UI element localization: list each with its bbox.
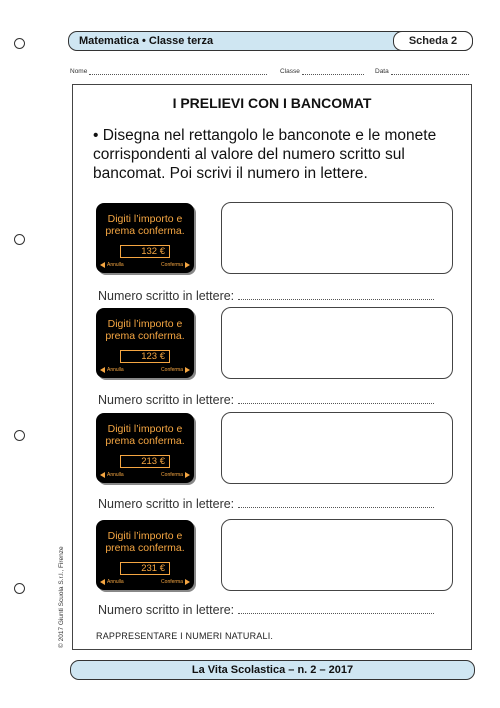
atm-cancel: Annulla	[100, 366, 124, 374]
atm-cancel: Annulla	[100, 471, 124, 479]
name-field[interactable]	[70, 68, 267, 75]
drawing-box-4[interactable]	[221, 519, 453, 591]
binder-hole-4	[14, 583, 25, 594]
footnote: RAPPRESENTARE I NUMERI NATURALI.	[96, 631, 274, 641]
arrow-left-icon	[100, 262, 105, 268]
copyright-text: © 2017 Giunti Scuola S.r.l., Firenze	[58, 546, 65, 648]
name-line	[89, 68, 267, 75]
answer-line-1[interactable]: Numero scritto in lettere:	[98, 289, 434, 303]
atm-screen-1	[96, 203, 194, 273]
atm-screen-3	[96, 413, 194, 483]
header-title: Matematica • Classe terza	[79, 35, 214, 47]
footer-bar: La Vita Scolastica – n. 2 – 2017	[70, 660, 475, 680]
class-line	[302, 68, 364, 75]
atm-amount: 213 €	[120, 455, 170, 468]
arrow-right-icon	[185, 579, 190, 585]
instruction-text: • Disegna nel rettangolo le banconote e le monete corrispondenti al valore del numero scritto sul bancomat. Poi scrivi il numero in lettere.	[93, 127, 437, 182]
date-label: Data	[375, 68, 389, 75]
atm-message: Digiti l’importo e prema conferma.	[105, 213, 185, 237]
date-line	[391, 68, 469, 75]
atm-confirm: Conferma	[161, 366, 190, 374]
arrow-left-icon	[100, 472, 105, 478]
drawing-box-2[interactable]	[221, 307, 453, 379]
arrow-right-icon	[185, 262, 190, 268]
arrow-right-icon	[185, 367, 190, 373]
binder-hole-1	[14, 38, 25, 49]
header	[68, 31, 473, 51]
class-field[interactable]	[280, 68, 364, 75]
arrow-right-icon	[185, 472, 190, 478]
drawing-box-1[interactable]	[221, 202, 453, 274]
atm-message: Digiti l’importo e prema conferma.	[105, 530, 185, 554]
date-field[interactable]	[375, 68, 469, 75]
class-label: Classe	[280, 68, 300, 75]
answer-line-2[interactable]: Numero scritto in lettere:	[98, 393, 434, 407]
atm-screen-4	[96, 520, 194, 590]
atm-cancel: Annulla	[100, 578, 124, 586]
answer-line-3[interactable]: Numero scritto in lettere:	[98, 497, 434, 511]
atm-cancel: Annulla	[100, 261, 124, 269]
atm-amount: 132 €	[120, 245, 170, 258]
arrow-left-icon	[100, 579, 105, 585]
scheda-tab: Scheda 2	[393, 31, 473, 51]
answer-dots	[238, 604, 434, 614]
atm-message: Digiti l’importo e prema conferma.	[105, 318, 185, 342]
atm-amount: 231 €	[120, 562, 170, 575]
worksheet	[72, 84, 472, 650]
atm-confirm: Conferma	[161, 471, 190, 479]
atm-message: Digiti l’importo e prema conferma.	[105, 423, 185, 447]
arrow-left-icon	[100, 367, 105, 373]
answer-dots	[238, 394, 434, 404]
drawing-box-3[interactable]	[221, 412, 453, 484]
atm-confirm: Conferma	[161, 578, 190, 586]
binder-hole-2	[14, 234, 25, 245]
binder-hole-3	[14, 430, 25, 441]
answer-line-4[interactable]: Numero scritto in lettere:	[98, 603, 434, 617]
answer-dots	[238, 290, 434, 300]
atm-amount: 123 €	[120, 350, 170, 363]
worksheet-title: I PRELIEVI CON I BANCOMAT	[172, 95, 372, 111]
name-label: Nome	[70, 68, 88, 75]
atm-screen-2	[96, 308, 194, 378]
atm-confirm: Conferma	[161, 261, 190, 269]
answer-dots	[238, 498, 434, 508]
